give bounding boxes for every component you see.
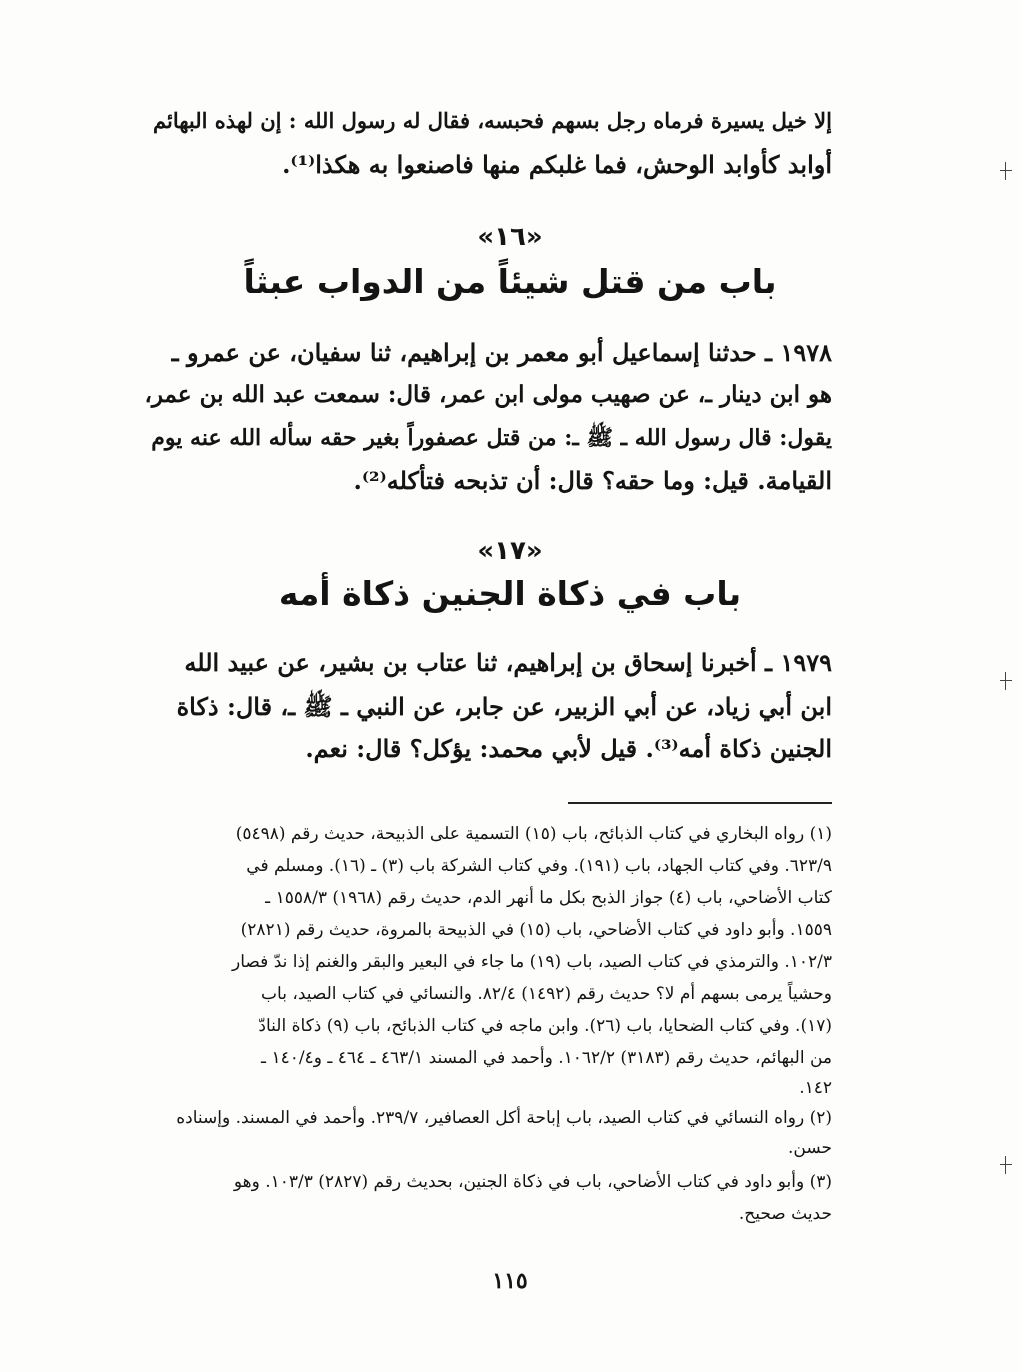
- footnote-line: ٦٢٣/٩. وفي كتاب الجهاد، باب (١٩١). وفي كتاب الشركة باب (٣) ـ (١٦). ومسلم في: [246, 856, 832, 876]
- section-title: باب من قتل شيئاً من الدواب عبثاً: [243, 262, 777, 301]
- hadith-line: ١٩٧٩ ـ أخبرنا إسحاق بن إبراهيم، ثنا عتاب بن بشير، عن عبيد الله: [184, 648, 832, 677]
- footnote-line: (١) رواه البخاري في كتاب الذبائح، باب (١٥) التسمية على الذبيحة، حديث رقم (٥٤٩٨): [235, 824, 832, 844]
- footnote-line: حديث صحيح.: [738, 1204, 832, 1224]
- page-number: ١١٥: [492, 1268, 528, 1294]
- body-line: إلا خيل يسيرة فرماه رجل بسهم فحبسه، فقال له رسول الله : إن لهذه البهائم: [153, 108, 832, 133]
- margin-mark-icon: [1000, 1156, 1012, 1174]
- hadith-line: ١٩٧٨ ـ حدثنا إسماعيل أبو معمر بن إبراهيم، ثنا سفيان، عن عمرو ـ: [171, 338, 832, 367]
- footnote-line: من البهائم، حديث رقم (٣١٨٣) ١٠٦٢/٢. وأحمد في المسند ٤٦٣/١ ـ ٤٦٤ ـ و١٤٠/٤ ـ: [261, 1048, 832, 1068]
- footnote-separator: [568, 802, 832, 804]
- body-line: أوابد كأوابد الوحش، فما غلبكم منها فاصنعوا به هكذا⁽¹⁾.: [282, 150, 832, 179]
- section-number: «١٦»: [477, 222, 543, 252]
- section-number: «١٧»: [477, 536, 543, 566]
- hadith-line: هو ابن دينار ـ، عن صهيب مولى ابن عمر، قال: سمعت عبد الله بن عمر،: [144, 381, 832, 408]
- footnote-line: كتاب الأضاحي، باب (٤) جواز الذبح بكل ما أنهر الدم، حديث رقم (١٩٦٨) ١٥٥٨/٣ ـ: [265, 888, 832, 908]
- hadith-line: يقول: قال رسول الله ـ ﷺ ـ: من قتل عصفوراً بغير حقه سأله الله عنه يوم: [151, 425, 832, 451]
- footnote-line: وحشياً يرمى بسهم أم لا؟ حديث رقم (١٤٩٢) ٨٢/٤. والنسائي في كتاب الصيد، باب: [261, 984, 832, 1004]
- footnote-line: (١٧). وفي كتاب الضحايا، باب (٢٦). وابن ماجه في كتاب الذبائح، باب (٩) ذكاة النادّ: [258, 1016, 832, 1036]
- margin-mark-icon: [1000, 162, 1012, 180]
- margin-mark-icon: [1000, 672, 1012, 690]
- footnote-line: حسن.: [787, 1138, 832, 1158]
- footnote-line: ١٠٢/٣. والترمذي في كتاب الصيد، باب (١٩) ما جاء في البعير والبقر والغنم إذا ندّ فصار: [232, 952, 832, 972]
- footnote-line: ١٥٥٩. وأبو داود في كتاب الأضاحي، باب (١٥) في الذبيحة بالمروة، حديث رقم (٢٨٢١): [240, 920, 832, 940]
- hadith-line: الجنين ذكاة أمه⁽³⁾. قيل لأبي محمد: يؤكل؟ قال: نعم.: [305, 734, 832, 763]
- hadith-line: القيامة. قيل: وما حقه؟ قال: أن تذبحه فتأكله⁽²⁾.: [353, 466, 832, 495]
- section-title: باب في ذكاة الجنين ذكاة أمه: [278, 574, 742, 613]
- hadith-line: ابن أبي زياد، عن أبي الزبير، عن جابر، عن النبي ـ ﷺ ـ، قال: ذكاة: [176, 692, 832, 721]
- footnote-line: ١٤٢.: [799, 1078, 832, 1098]
- footnote-line: (٣) وأبو داود في كتاب الأضاحي، باب في ذكاة الجنين، بحديث رقم (٢٨٢٧) ١٠٣/٣. وهو: [233, 1172, 832, 1192]
- footnote-line: (٢) رواه النسائي في كتاب الصيد، باب إباحة أكل العصافير، ٢٣٩/٧. وأحمد في المسند. وإسناده: [176, 1108, 832, 1128]
